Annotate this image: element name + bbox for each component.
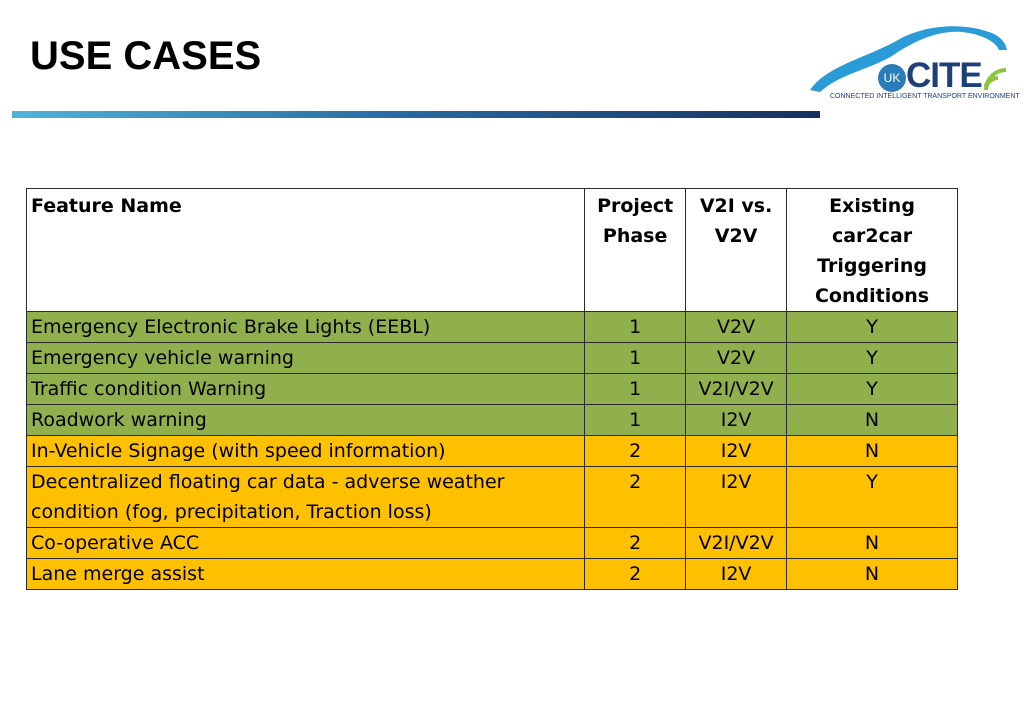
- feature-name-cell: Lane merge assist: [27, 559, 585, 590]
- logo-tagline: CONNECTED INTELLIGENT TRANSPORT ENVIRONMENT: [830, 93, 1020, 100]
- phase-cell: 2: [585, 436, 686, 467]
- phase-cell: 1: [585, 343, 686, 374]
- table-row: [27, 374, 958, 405]
- header-v2i-vs-v2v: V2I vs. V2V: [686, 189, 787, 312]
- logo-wordmark: CITE: [906, 56, 982, 95]
- table-row: [27, 528, 958, 559]
- trigger-cell: N: [787, 528, 958, 559]
- logo-uk-badge: UK: [878, 64, 906, 92]
- header-project-phase: Project Phase: [585, 189, 686, 312]
- mode-cell: V2V: [686, 343, 787, 374]
- phase-cell: 1: [585, 312, 686, 343]
- phase-cell: 2: [585, 467, 686, 528]
- mode-cell: V2I/V2V: [686, 528, 787, 559]
- table-row: [27, 405, 958, 436]
- mode-cell: V2I/V2V: [686, 374, 787, 405]
- mode-cell: I2V: [686, 559, 787, 590]
- trigger-cell: Y: [787, 343, 958, 374]
- trigger-cell: N: [787, 405, 958, 436]
- mode-cell: V2V: [686, 312, 787, 343]
- table-row: [27, 436, 958, 467]
- uk-cite-logo: [806, 18, 1020, 106]
- title-divider: [12, 111, 820, 118]
- phase-cell: 2: [585, 559, 686, 590]
- phase-cell: 2: [585, 528, 686, 559]
- mode-cell: I2V: [686, 436, 787, 467]
- feature-name-cell: Roadwork warning: [27, 405, 585, 436]
- trigger-cell: N: [787, 559, 958, 590]
- trigger-cell: Y: [787, 467, 958, 528]
- table-header-row: [27, 189, 958, 312]
- table-row: [27, 343, 958, 374]
- feature-name-cell: Co-operative ACC: [27, 528, 585, 559]
- use-cases-table: [26, 188, 958, 590]
- feature-name-cell: Decentralized floating car data - adverse weather condition (fog, precipitation, Traction loss): [27, 467, 585, 528]
- trigger-cell: Y: [787, 374, 958, 405]
- phase-cell: 1: [585, 405, 686, 436]
- header-triggering-conditions: Existing car2car Triggering Conditions: [787, 189, 958, 312]
- slide-title: USE CASES: [30, 34, 262, 78]
- wifi-signal-icon: [982, 60, 1012, 90]
- table-row: [27, 559, 958, 590]
- feature-name-cell: Emergency Electronic Brake Lights (EEBL): [27, 312, 585, 343]
- feature-name-cell: Emergency vehicle warning: [27, 343, 585, 374]
- trigger-cell: N: [787, 436, 958, 467]
- header-feature-name: Feature Name: [27, 189, 585, 312]
- mode-cell: I2V: [686, 405, 787, 436]
- table-row: [27, 312, 958, 343]
- table-row: [27, 467, 958, 528]
- trigger-cell: Y: [787, 312, 958, 343]
- phase-cell: 1: [585, 374, 686, 405]
- feature-name-cell: Traffic condition Warning: [27, 374, 585, 405]
- feature-name-cell: In-Vehicle Signage (with speed information): [27, 436, 585, 467]
- mode-cell: I2V: [686, 467, 787, 528]
